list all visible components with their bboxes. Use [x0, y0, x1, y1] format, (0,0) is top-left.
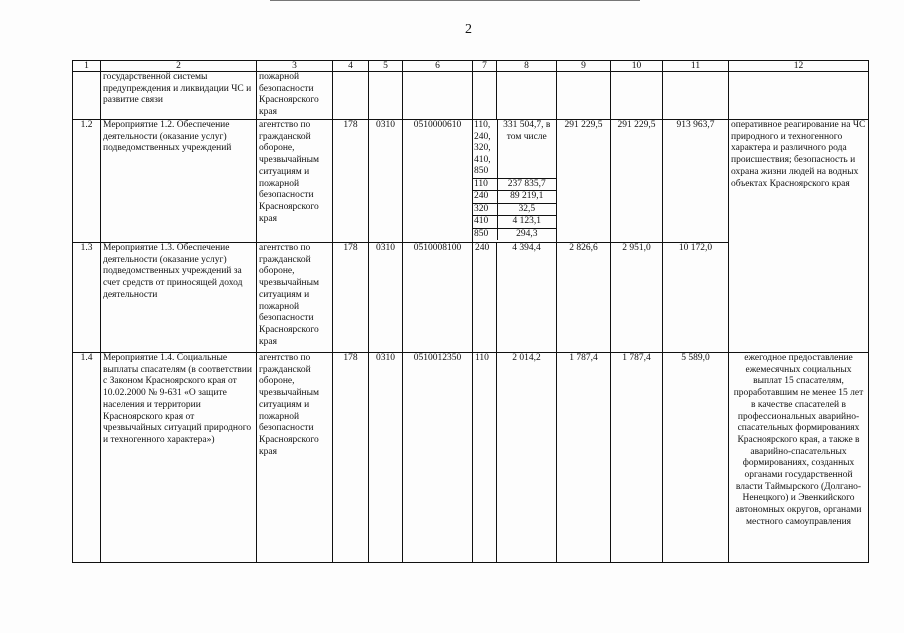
cell-total: 5 589,0: [663, 353, 729, 563]
cell-grbs: 178: [333, 243, 369, 353]
vr-main: 110, 240, 320, 410, 850: [474, 120, 491, 176]
cell-agency: агентство по гражданской обороне, чрезвычайным ситуациям и пожарной безопасности Красноярского края: [257, 243, 333, 353]
cell-value: 4 394,4: [497, 243, 557, 353]
cell-vr: 240: [473, 243, 497, 353]
cell-csr: 0510008100: [403, 243, 473, 353]
cell-vr: 110: [473, 353, 497, 563]
vr-sub: 110: [473, 178, 497, 191]
cell-y9: 2 826,6: [557, 243, 611, 353]
vr-sub: 850: [473, 228, 497, 240]
cell-y10: 291 229,5: [611, 120, 663, 243]
cell-csr: 0510012350: [403, 353, 473, 563]
vr-sub: 410: [473, 216, 497, 229]
cell-name: Мероприятие 1.4. Социальные выплаты спасателям (в соответствии с Законом Красноярского края от 10.02.2000 № 9-631 «О защите населения и территории Красноярского края от чрезвычайных ситуаций природного и техногенного характера»): [101, 353, 257, 563]
col-header: 5: [369, 61, 403, 72]
table-row: [73, 72, 869, 120]
col-header: 9: [557, 61, 611, 72]
program-table: [72, 60, 869, 563]
col-header: 4: [333, 61, 369, 72]
top-rule: [270, 0, 640, 1]
cell-name: государственной системы предупреждения и ликвидации ЧС и развитие связи: [101, 72, 257, 120]
cell-num: 1.2: [73, 120, 101, 243]
cell-num: 1.3: [73, 243, 101, 353]
vr-sub: 320: [473, 203, 497, 216]
cell-num: 1.4: [73, 353, 101, 563]
cell-result: оперативное реагирование на ЧС природного и техногенного характера и различного рода происшествия; безопасность и охрана жизни людей на водных объектах Красноярского края: [729, 120, 869, 353]
val-sub: 294,3: [497, 228, 556, 240]
header-row: [73, 61, 869, 72]
cell-y9: 291 229,5: [557, 120, 611, 243]
cell-total: 913 963,7: [663, 120, 729, 243]
cell-vr-breakdown: [473, 120, 557, 243]
col-header: 2: [101, 61, 257, 72]
cell-value: 2 014,2: [497, 353, 557, 563]
cell-name: Мероприятие 1.3. Обеспечение деятельности (оказание услуг) подведомственных учреждений за счет средств от приносящей доход деятельности: [101, 243, 257, 353]
cell-rzpr: 0310: [369, 243, 403, 353]
cell-y10: 2 951,0: [611, 243, 663, 353]
col-header: 12: [729, 61, 869, 72]
page-number: 2: [465, 22, 472, 37]
col-header: 6: [403, 61, 473, 72]
val-sub: 32,5: [497, 203, 556, 216]
table-row: [73, 120, 869, 243]
val-sub: 4 123,1: [497, 216, 556, 229]
cell-rzpr: 0310: [369, 353, 403, 563]
val-sub: 237 835,7: [497, 178, 556, 191]
col-header: 11: [663, 61, 729, 72]
cell-grbs: 178: [333, 120, 369, 243]
col-header: 8: [497, 61, 557, 72]
cell-y9: 1 787,4: [557, 353, 611, 563]
table-row: [73, 353, 869, 563]
cell-total: 10 172,0: [663, 243, 729, 353]
cell-result: ежегодное предоставление ежемесячных социальных выплат 15 спасателям, проработавшим не менее 15 лет в качестве спасателей в профессиональных аварийно-спасательных формированиях Красноярского края, а также в аварийно-спасательных формированиях, созданных органами государственной власти Таймырского (Долгано-Ненецкого) и Эвенкийского автономных округов, органами местного самоуправления: [729, 353, 869, 563]
col-header: 7: [473, 61, 497, 72]
vr-sub: 240: [473, 191, 497, 204]
val-main: 331 504,7, в том числе: [497, 120, 556, 178]
col-header: 10: [611, 61, 663, 72]
cell-rzpr: 0310: [369, 120, 403, 243]
val-sub: 89 219,1: [497, 191, 556, 204]
cell-csr: 0510000610: [403, 120, 473, 243]
cell-agency: пожарной безопасности Красноярского края: [257, 72, 333, 120]
cell-name: Мероприятие 1.2. Обеспечение деятельности (оказание услуг) подведомственных учреждений: [101, 120, 257, 243]
cell-agency: агентство по гражданской обороне, чрезвычайным ситуациям и пожарной безопасности Красноярского края: [257, 120, 333, 243]
cell-grbs: 178: [333, 353, 369, 563]
col-header: 1: [73, 61, 101, 72]
cell-y10: 1 787,4: [611, 353, 663, 563]
cell-agency: агентство по гражданской обороне, чрезвычайным ситуациям и пожарной безопасности Красноярского края: [257, 353, 333, 563]
col-header: 3: [257, 61, 333, 72]
